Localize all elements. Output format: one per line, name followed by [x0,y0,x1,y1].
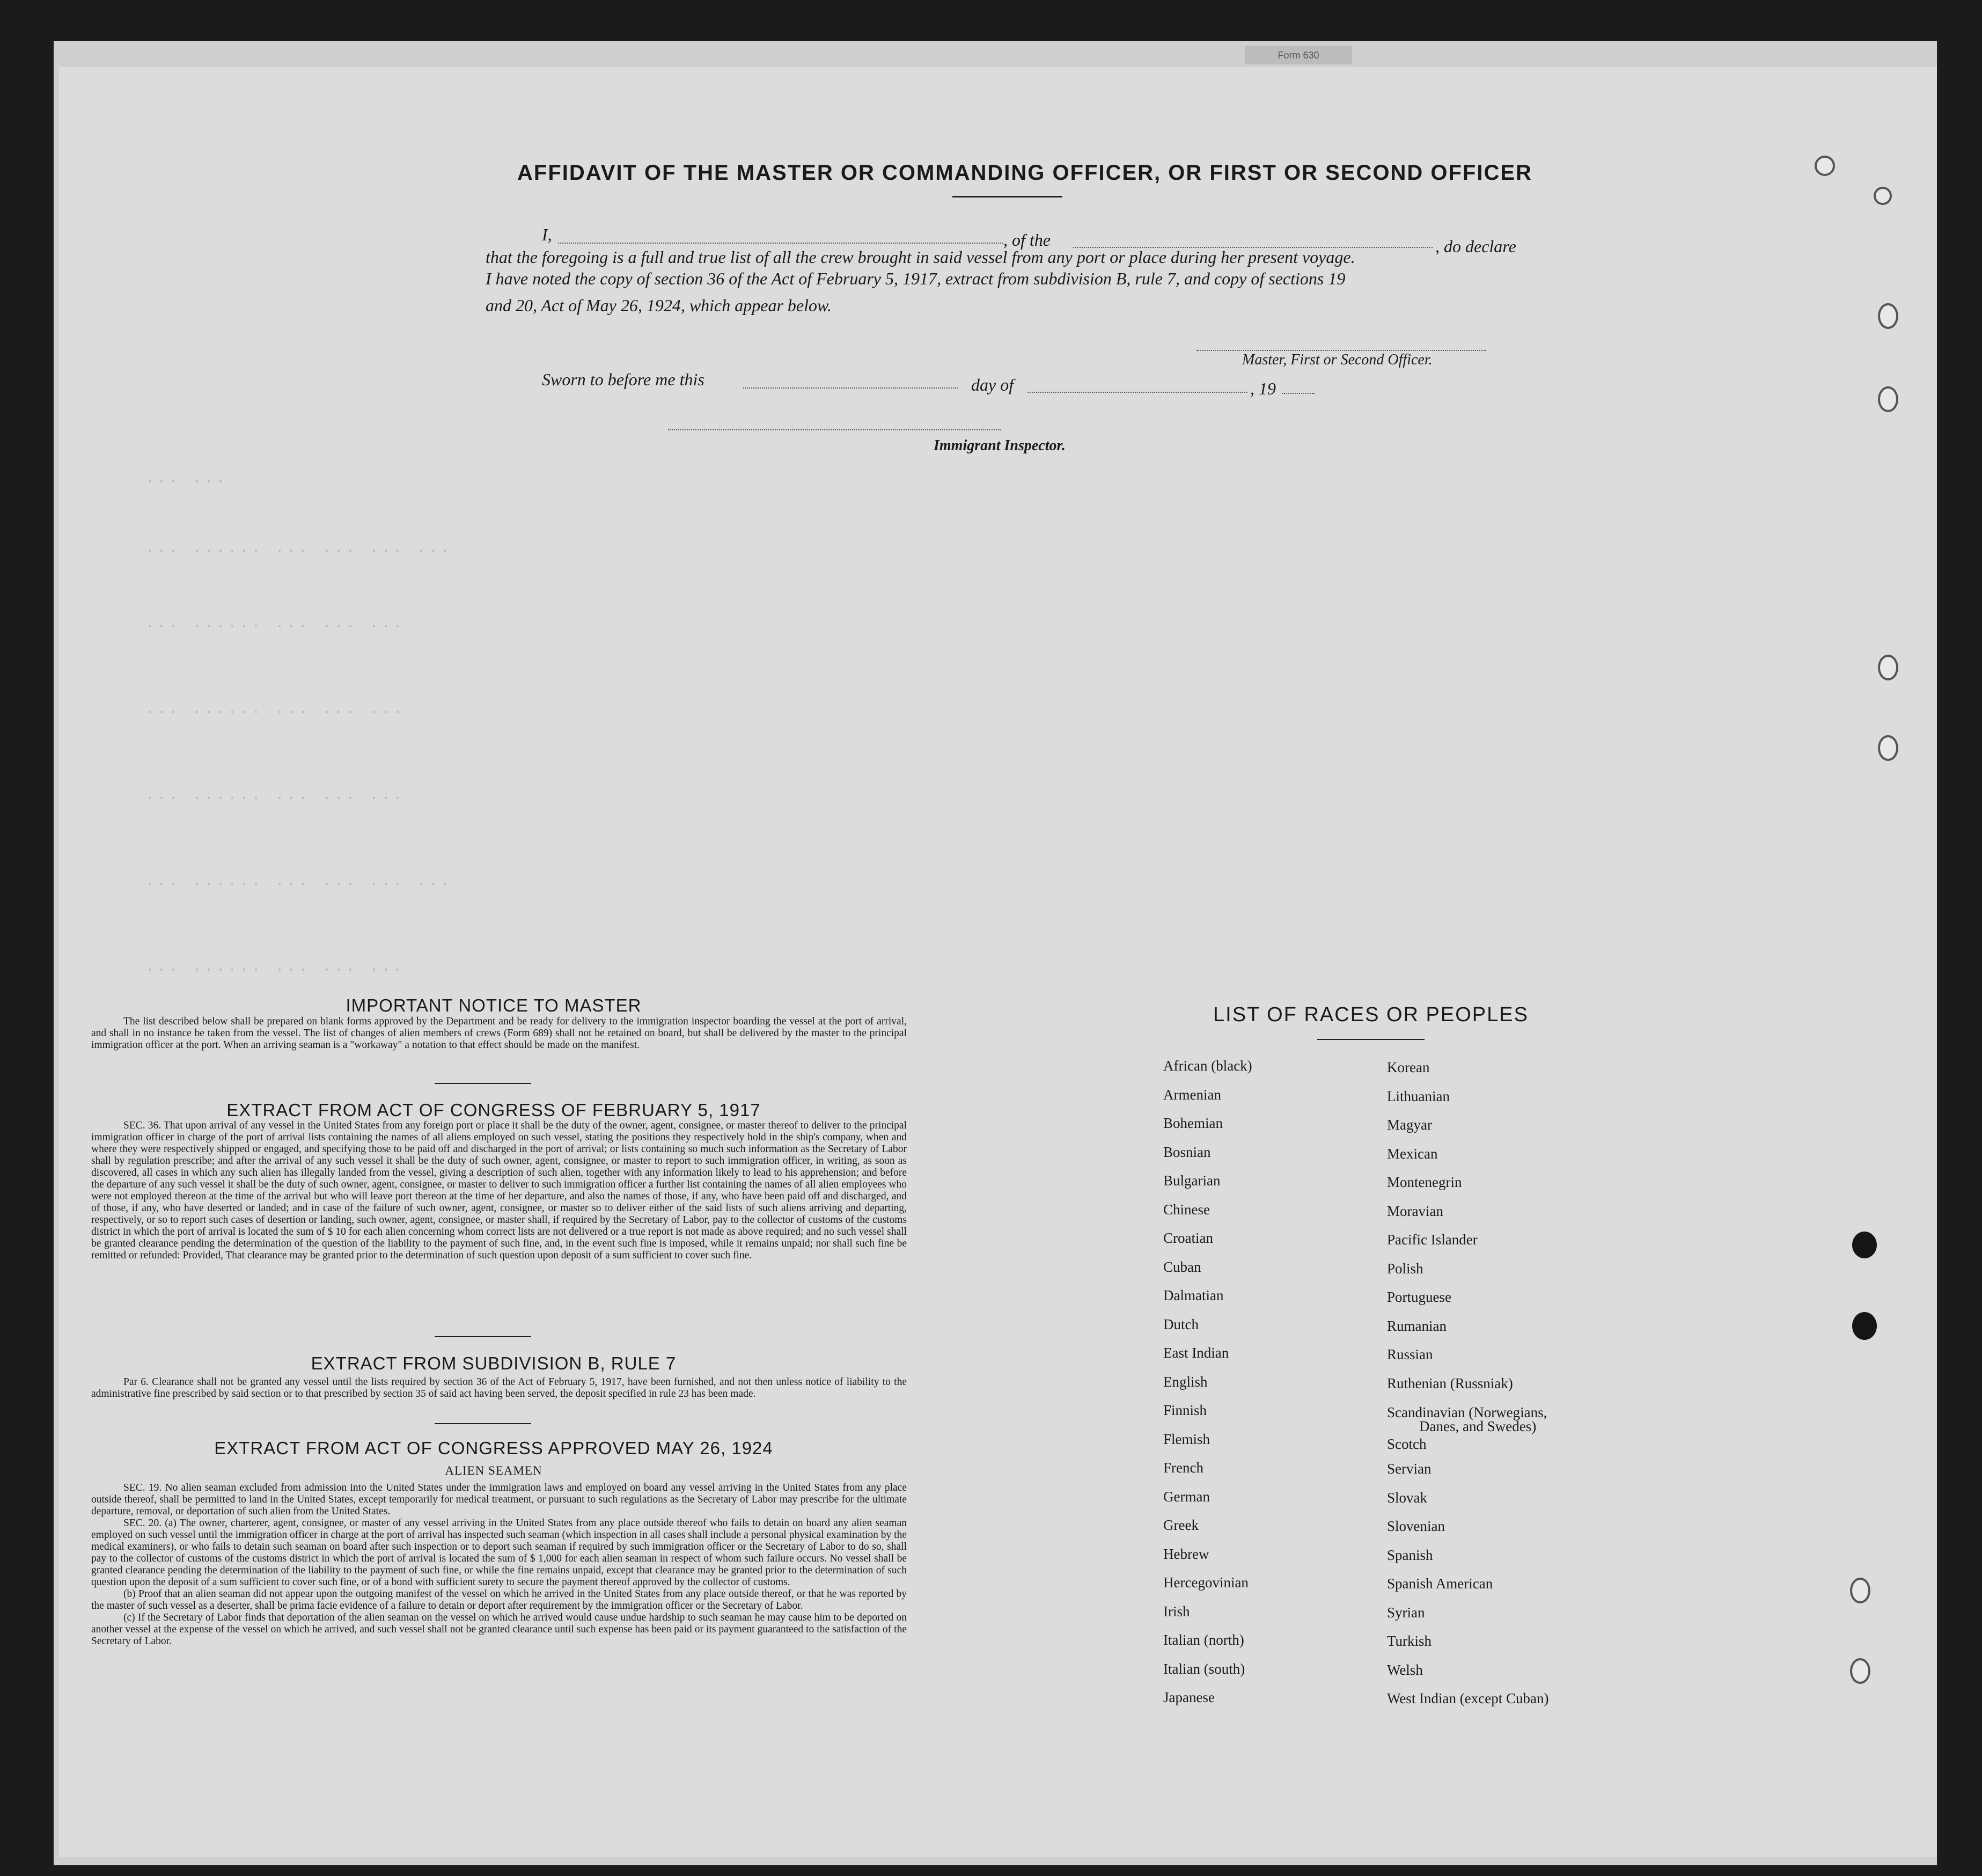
race-item: Armenian [1163,1086,1221,1103]
race-item: Japanese [1163,1689,1215,1705]
race-item: Italian (south) [1163,1660,1245,1677]
race-item: Finnish [1163,1402,1207,1418]
sworn-day-line[interactable] [743,387,958,389]
declare-label: , do declare [1435,237,1516,256]
race-item: Danes, and Swedes) [1419,1418,1537,1434]
race-item: Flemish [1163,1431,1210,1447]
race-item: Dutch [1163,1316,1199,1332]
master-label: Master, First or Second Officer. [1242,351,1433,368]
race-item: Italian (north) [1163,1632,1244,1648]
race-item: Slovak [1387,1489,1428,1506]
race-item: Chinese [1163,1201,1210,1218]
race-item: Hebrew [1163,1545,1209,1562]
race-item: Scotch [1387,1436,1427,1452]
punch-hole [1874,187,1892,205]
affidavit-line-3: and 20, Act of May 26, 1924, which appear below. [486,296,832,315]
punch-hole [1850,1658,1870,1684]
race-item: Syrian [1387,1604,1425,1621]
alien-seamen-subtitle: ALIEN SEAMEN [445,1464,542,1477]
rule7-text: Par 6. Clearance shall not be granted any vessel until the lists required by section 36 of the Act of February 5, 1917, have been furnished, and not then unless notice of liability to the administrative fine prescribed by said section or to that prescribed by section 35 of said act having been served, the deposit specified in rule 23 has been made. [91,1376,907,1399]
punch-hole [1878,655,1898,680]
sec20a-text: SEC. 20. (a) The owner, charterer, agent, consignee, or master of any vessel arriving in the United States from any place outside thereof who fails to detain on board any alien seaman employed on such vessel until the immigration officer in charge at the port of arrival has inspected such seaman (which inspection in all cases shall include a personal physical examination by the medical examiners), or who fails to detain such seaman on board after such inspection or to deport such seaman if required by such immigration officer or the Secretary of Labor to do so, shall pay to the collector of customs of the customs district in which the port of arrival is located the sum of $ 1,000 for each alien seaman in respect of whom such failure occurs. No vessel shall be granted clearance pending the determination of the liability to the payment of such fine, or while the fine remains unpaid, except that clearance may be granted prior to the determination of such question upon the deposit of a sum sufficient to cover such fine, or of a bond with sufficient surety to secure the payment thereof approved by the collector of customs. [91,1518,907,1588]
punch-hole [1878,303,1898,329]
race-item: African (black) [1163,1058,1252,1074]
race-item: Montenegrin [1387,1174,1462,1190]
races-column-1 [1163,1052,1252,1712]
race-item: Slovenian [1387,1518,1445,1534]
inspector-label: Immigrant Inspector. [934,437,1066,454]
notice-text: The list described below shall be prepared on blank forms approved by the Department and be ready for delivery to the immigration inspector boarding the vessel at the port of arrival, and shall in no instance be taken from the vessel. The list of changes of alien members of crews (Form 689) shall not be retained on board, but shall be delivered by the master to the principal immigration officer at the port. When an arriving seaman is a "workaway" a notation to that effect should be made on the manifest. [91,1016,907,1051]
race-item: Bulgarian [1163,1172,1221,1189]
race-item: Servian [1387,1461,1432,1477]
section-rule [435,1336,531,1337]
race-item: Hercegovinian [1163,1574,1249,1591]
races-column-2 [1387,1053,1548,1713]
declarant-label: I, [542,225,552,244]
race-item: Croatian [1163,1230,1213,1246]
punch-hole [1852,1232,1877,1258]
race-item: Russian [1387,1346,1433,1362]
affidavit-title: AFFIDAVIT OF THE MASTER OR COMMANDING OFFICER, OR FIRST OR SECOND OFFICER [517,161,1532,185]
race-item: West Indian (except Cuban) [1387,1690,1549,1706]
race-item: Turkish [1387,1633,1432,1649]
race-item: French [1163,1460,1203,1476]
notice-title: IMPORTANT NOTICE TO MASTER [346,995,642,1015]
extract-1917-body [91,1120,907,1262]
race-item: German [1163,1488,1210,1505]
race-item: Dalmatian [1163,1287,1224,1303]
rule7-body [91,1376,907,1400]
section-rule [435,1423,531,1424]
race-item: Bosnian [1163,1144,1211,1160]
race-item: Bohemian [1163,1115,1223,1131]
extract-1924-body [91,1482,907,1647]
sec20c-text: (c) If the Secretary of Labor finds that deportation of the alien seaman on the vessel on which he arrived would cause undue hardship to such seaman he may cause him to be deported on another vessel at the expense of the vessel on which he arrived, and such vessel shall not be granted clearance until such expense has been paid or its payment guaranteed to the satisfaction of the Secretary of Labor. [91,1612,907,1647]
punch-hole [1850,1578,1870,1603]
race-item: Polish [1387,1260,1423,1277]
form-tab-label: Form 630 [1278,50,1319,61]
sworn-month-line[interactable] [1027,392,1247,393]
race-item: Spanish [1387,1547,1433,1563]
sec19-text: SEC. 19. No alien seaman excluded from admission into the United States under the immigration laws and employed on board any vessel arriving in the United States from any place outside thereof, shall be permitted to land in the United States, except temporarily for medical treatment, or pursuant to such regulations as the Secretary of Labor may prescribe for the ultimate departure, removal, or deportation of such alien from the United States. [91,1482,907,1517]
race-item: East Indian [1163,1345,1229,1361]
inspector-signature-line[interactable] [668,429,1001,430]
day-of-label: day of [971,375,1014,394]
race-item: English [1163,1373,1208,1390]
race-item: Cuban [1163,1258,1201,1275]
sworn-label: Sworn to before me this [542,370,704,389]
notice-body [91,1016,907,1051]
sworn-year-line[interactable] [1282,393,1315,394]
year-label: , 19 [1250,379,1276,398]
form-page: ... ... ... ...... ... ... ... ... ... ...... ... ... ... ... ...... ... ... ... ... ...... ... ... ... ... ...... ... ... ... ... ... ...... ... ... ... [59,67,1937,1857]
title-rule [952,196,1062,197]
race-item: Lithuanian [1387,1088,1450,1104]
vessel-label: , of the [1003,230,1051,250]
punch-hole [1878,386,1898,412]
race-item: Korean [1387,1059,1430,1075]
race-item: Rumanian [1387,1317,1447,1334]
race-item: Scandinavian (Norwegians, [1387,1404,1547,1420]
punch-hole [1815,156,1835,176]
races-title: LIST OF RACES OR PEOPLES [1213,1003,1529,1026]
master-signature-line[interactable] [1196,350,1486,351]
race-item: Spanish American [1387,1575,1493,1592]
races-title-rule [1317,1039,1425,1040]
race-item: Portuguese [1387,1289,1451,1305]
race-item: Welsh [1387,1661,1423,1678]
race-item: Irish [1163,1603,1190,1619]
section-rule [435,1083,531,1084]
sec36-text: SEC. 36. That upon arrival of any vessel in the United States from any foreign port or place it shall be the duty of the owner, agent, consignee, or master thereof to deliver to the principal immigration officer in charge of the port of arrival lists containing the names of all aliens employed on such vessel, stating the positions they respectively hold in the ship's company, when and where they were respectively shipped or engaged, and specifying those to be paid off and discharged in the port of arrival; or lists containing so much such information as the Secretary of Labor shall by regulation prescribe; and after the arrival of any such vessel it shall be the duty of such owner, agent, consignee, or master to report to such immigration officer, in writing, as soon as discovered, all cases in which any such alien has illegally landed from the vessel, giving a description of such alien, together with any information likely to lead to his apprehension; and before the departure of any such vessel it shall be the duty of such owner, agent, consignee, or master to deliver to such immigration officer a further list containing the names of all alien employees who were not employed thereon at the time of the arrival but who will leave port thereon at the time of her departure, and also the names of those, if any, who have been paid off and discharged, and of those, if any, who have deserted or landed; and in case of the failure of such owner, agent, consignee, or master so to deliver either of the said lists of such aliens arriving and departing, respectively, or so to report such cases of desertion or landing, such owner, agent, consignee, or master shall, if required by the Secretary of Labor, pay to the collector of customs of the customs district in which the port of arrival is located the sum of $ 10 for each alien concerning whom correct lists are not delivered or a true report is not made as above required; and no such vessel shall be granted clearance pending the determination of the question of the liability to the payment of such fine, and, in the event such fine is imposed, while it remains unpaid; nor shall such fine be remitted or refunded: Provided, That clearance may be granted prior to the determination of such question upon deposit of a sum sufficient to cover such fine. [91,1120,907,1261]
rule7-title: EXTRACT FROM SUBDIVISION B, RULE 7 [311,1353,677,1373]
race-item: Magyar [1387,1117,1432,1133]
sec20b-text: (b) Proof that an alien seaman did not appear upon the outgoing manifest of the vessel on which he arrived in the United States from any place outside thereof, or that he was reported by the master of such vessel as a deserter, shall be prima facie evidence of a failure to detain or deport after requirement by the immigration officer or the Secretary of Labor. [91,1588,907,1611]
extract-1917-title: EXTRACT FROM ACT OF CONGRESS OF FEBRUARY 5, 1917 [226,1100,761,1120]
race-item: Ruthenian (Russniak) [1387,1375,1513,1391]
form-tab [1245,46,1352,64]
punch-hole [1852,1312,1877,1340]
affidavit-line-1: that the foregoing is a full and true list of all the crew brought in said vessel from any port or place during her present voyage. [486,247,1355,267]
punch-hole [1878,735,1898,761]
race-item: Pacific Islander [1387,1232,1478,1248]
race-item: Mexican [1387,1145,1438,1162]
affidavit-line-2: I have noted the copy of section 36 of the Act of February 5, 1917, extract from subdivision B, rule 7, and copy of sections 19 [486,269,1346,288]
extract-1924-title: EXTRACT FROM ACT OF CONGRESS APPROVED MAY 26, 1924 [214,1438,773,1458]
race-item: Moravian [1387,1203,1443,1219]
race-item: Greek [1163,1517,1199,1533]
declarant-name-line[interactable] [558,243,1003,244]
